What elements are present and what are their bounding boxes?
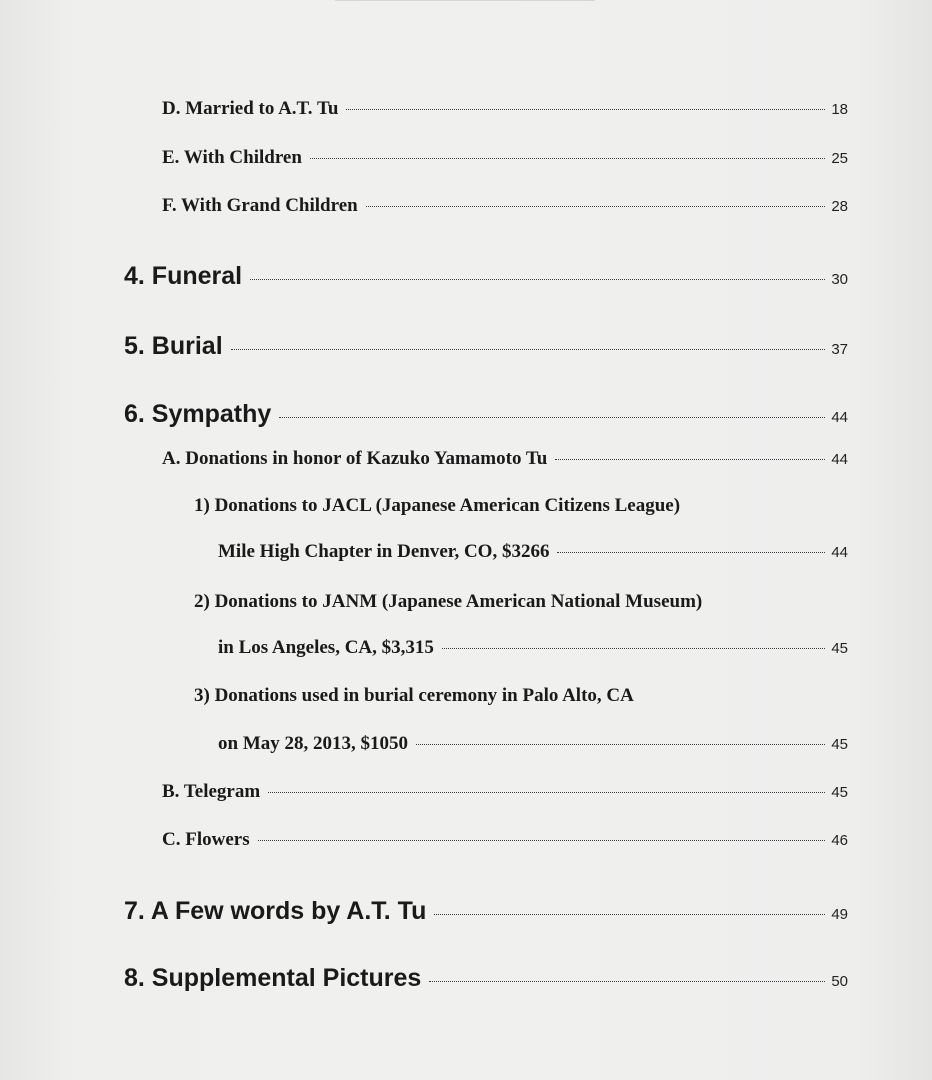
- toc-entry-married[interactable]: [162, 98, 848, 120]
- toc-section-label: 8. Supplemental Pictures: [124, 964, 422, 992]
- toc-entry-flowers[interactable]: [162, 829, 848, 851]
- dot-leader: [434, 914, 825, 915]
- toc-entry-with-children[interactable]: [162, 147, 848, 169]
- toc-section-sympathy[interactable]: [124, 400, 848, 429]
- page-number: 44: [831, 451, 848, 468]
- toc-item-janm-line1[interactable]: 2) Donations to JANM (Japanese American National Museum): [194, 591, 703, 612]
- toc-entry-label: B. Telegram: [162, 781, 261, 802]
- page-number: 18: [831, 101, 848, 118]
- page-number: 44: [831, 544, 848, 561]
- page-number: 46: [831, 832, 848, 849]
- page-number: 45: [831, 640, 848, 657]
- dot-leader: [557, 552, 825, 553]
- toc-section-label: 6. Sympathy: [124, 400, 272, 428]
- toc-entry-label: E. With Children: [162, 147, 302, 168]
- toc-section-funeral[interactable]: [124, 262, 848, 291]
- dot-leader: [250, 279, 825, 280]
- dot-leader: [442, 648, 825, 649]
- dot-leader: [279, 417, 825, 418]
- toc-entry-donations[interactable]: [162, 448, 848, 470]
- dot-leader: [231, 349, 826, 350]
- dot-leader: [258, 840, 826, 841]
- page-number: 45: [831, 784, 848, 801]
- toc-entry-label: on May 28, 2013, $1050: [218, 733, 408, 754]
- toc-entry-label: F. With Grand Children: [162, 195, 358, 216]
- toc-entry-telegram[interactable]: [162, 781, 848, 803]
- page-number: 50: [831, 973, 848, 990]
- toc-entry-label: A. Donations in honor of Kazuko Yamamoto Tu: [162, 448, 548, 469]
- toc-section-few-words[interactable]: [124, 897, 848, 926]
- toc-entry-label: D. Married to A.T. Tu: [162, 98, 339, 119]
- toc-item-burial-donations-line1[interactable]: 3) Donations used in burial ceremony in Palo Alto, CA: [194, 685, 634, 706]
- page-number: 45: [831, 736, 848, 753]
- toc-entry-label: C. Flowers: [162, 829, 250, 850]
- dot-leader: [555, 459, 825, 460]
- dot-leader: [416, 744, 825, 745]
- dot-leader: [268, 792, 825, 793]
- toc-item-jacl[interactable]: [218, 541, 848, 563]
- toc-entry-with-grand-children[interactable]: [162, 195, 848, 217]
- toc-section-label: 5. Burial: [124, 332, 223, 360]
- page-number: 37: [831, 341, 848, 358]
- dot-leader: [429, 981, 825, 982]
- toc-item-jacl-line1[interactable]: 1) Donations to JACL (Japanese American Citizens League): [194, 495, 681, 516]
- page-number: 28: [831, 198, 848, 215]
- bleed-through-mark: [335, 0, 595, 1]
- toc-section-label: 4. Funeral: [124, 262, 243, 290]
- page-number: 30: [831, 271, 848, 288]
- toc-entry-label: in Los Angeles, CA, $3,315: [218, 637, 434, 658]
- toc-item-janm[interactable]: [218, 637, 848, 659]
- page-number: 49: [831, 906, 848, 923]
- toc-item-burial-donations[interactable]: [218, 733, 848, 755]
- toc-section-supplemental-pictures[interactable]: [124, 964, 848, 993]
- toc-entry-label: Mile High Chapter in Denver, CO, $3266: [218, 541, 550, 562]
- toc-section-burial[interactable]: [124, 332, 848, 361]
- dot-leader: [346, 109, 825, 110]
- page-number: 44: [831, 409, 848, 426]
- dot-leader: [366, 206, 826, 207]
- toc-section-label: 7. A Few words by A.T. Tu: [124, 897, 427, 925]
- dot-leader: [310, 158, 825, 159]
- page-number: 25: [831, 150, 848, 167]
